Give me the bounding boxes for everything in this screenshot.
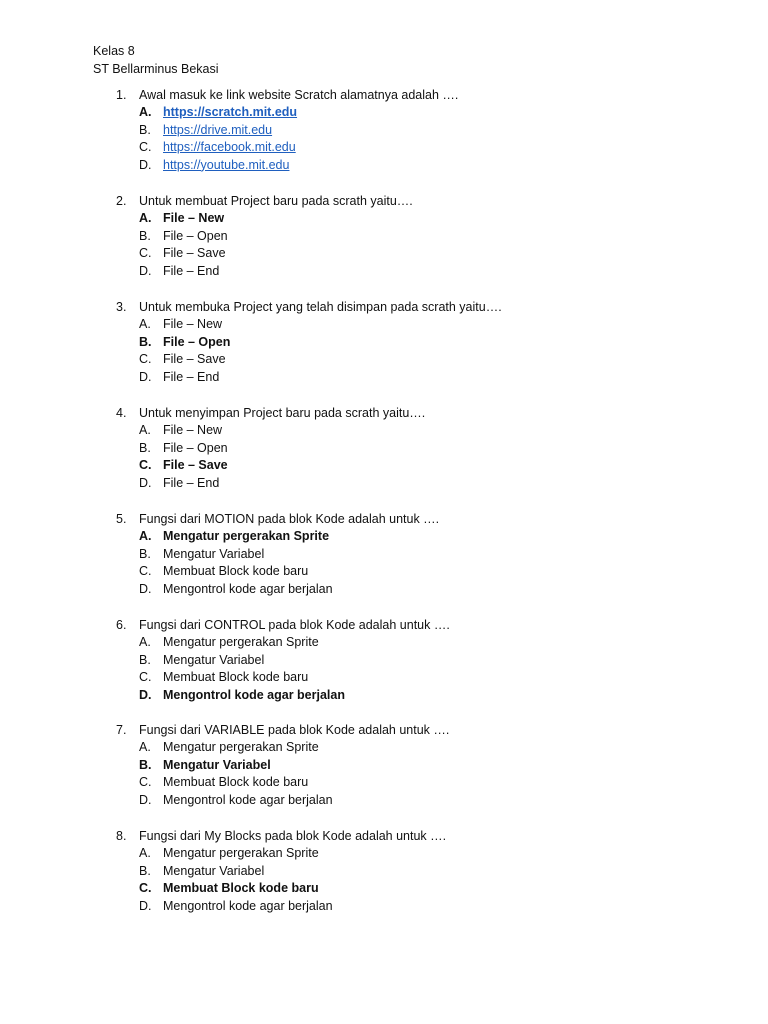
question-7 xyxy=(0,721,768,809)
option-letter: D. xyxy=(139,263,152,278)
option-letter: C. xyxy=(139,140,152,155)
option-text: Mengontrol kode agar berjalan xyxy=(163,792,333,807)
option-text: File – End xyxy=(163,369,220,384)
option-letter: A. xyxy=(139,423,151,437)
question-6 xyxy=(0,616,768,704)
option-text: Membuat Block kode baru xyxy=(163,670,309,685)
question-number: 4. xyxy=(116,406,127,420)
option-link[interactable]: https://scratch.mit.edu xyxy=(163,105,298,119)
option-a xyxy=(0,210,768,228)
option-a xyxy=(0,316,768,334)
option-text: Mengatur pergerakan Sprite xyxy=(163,635,319,649)
option-text: Mengontrol kode agar berjalan xyxy=(163,687,345,702)
question-number: 5. xyxy=(116,512,127,526)
option-c[interactable] xyxy=(0,139,768,157)
question-text: Untuk menyimpan Project baru pada scrath yaitu…. xyxy=(139,406,426,420)
question-1 xyxy=(0,86,768,174)
option-text: File – New xyxy=(163,423,223,437)
question-number: 1. xyxy=(116,88,127,102)
option-a xyxy=(0,634,768,652)
option-letter: D. xyxy=(139,792,152,807)
option-text: File – New xyxy=(163,211,225,225)
option-link[interactable]: https://youtube.mit.edu xyxy=(163,157,290,172)
option-letter: B. xyxy=(139,122,151,137)
option-a xyxy=(0,845,768,863)
option-c xyxy=(0,669,768,687)
option-letter: D. xyxy=(139,369,152,384)
option-letter: A. xyxy=(139,635,151,649)
question-text: Awal masuk ke link website Scratch alamatnya adalah …. xyxy=(139,88,459,102)
option-b xyxy=(0,863,768,881)
option-d xyxy=(0,369,768,387)
option-letter: A. xyxy=(139,740,151,754)
option-text: File – Save xyxy=(163,246,226,261)
option-text: Membuat Block kode baru xyxy=(163,881,319,896)
option-c xyxy=(0,351,768,369)
option-letter: B. xyxy=(139,228,151,243)
option-c xyxy=(0,563,768,581)
option-c xyxy=(0,457,768,475)
option-text: File – Open xyxy=(163,440,228,455)
option-b[interactable] xyxy=(0,122,768,140)
option-text: Mengatur pergerakan Sprite xyxy=(163,529,330,543)
question-number: 8. xyxy=(116,829,127,843)
question-text: Fungsi dari CONTROL pada blok Kode adalah untuk …. xyxy=(139,618,450,632)
option-letter: A. xyxy=(139,211,152,225)
question-text: Fungsi dari MOTION pada blok Kode adalah untuk …. xyxy=(139,512,440,526)
option-letter: C. xyxy=(139,564,152,579)
option-b xyxy=(0,652,768,670)
option-text: Mengontrol kode agar berjalan xyxy=(163,581,333,596)
option-letter: A. xyxy=(139,529,152,543)
option-b xyxy=(0,757,768,775)
option-text: File – Open xyxy=(163,228,228,243)
option-d xyxy=(0,581,768,599)
option-text: Mengontrol kode agar berjalan xyxy=(163,898,333,913)
question-4 xyxy=(0,404,768,492)
option-letter: C. xyxy=(139,458,152,473)
option-letter: B. xyxy=(139,652,151,667)
option-text: Mengatur Variabel xyxy=(163,546,265,561)
option-letter: C. xyxy=(139,881,152,896)
option-d xyxy=(0,687,768,705)
question-5 xyxy=(0,510,768,598)
question-3 xyxy=(0,298,768,386)
option-c xyxy=(0,774,768,792)
school-name: ST Bellarminus Bekasi xyxy=(93,62,219,76)
question-2 xyxy=(0,192,768,280)
option-a xyxy=(0,422,768,440)
option-d xyxy=(0,263,768,281)
option-b xyxy=(0,334,768,352)
question-number: 2. xyxy=(116,194,127,208)
option-text: Mengatur Variabel xyxy=(163,863,265,878)
option-text: Membuat Block kode baru xyxy=(163,775,309,790)
option-letter: C. xyxy=(139,246,152,261)
option-letter: B. xyxy=(139,440,151,455)
option-letter: D. xyxy=(139,687,152,702)
option-letter: C. xyxy=(139,670,152,685)
option-text: File – End xyxy=(163,263,220,278)
option-letter: D. xyxy=(139,157,152,172)
option-text: File – Save xyxy=(163,352,226,367)
question-number: 7. xyxy=(116,723,127,737)
option-text: Membuat Block kode baru xyxy=(163,564,309,579)
option-d xyxy=(0,898,768,916)
question-text: Fungsi dari My Blocks pada blok Kode adalah untuk …. xyxy=(139,829,447,843)
option-letter: A. xyxy=(139,846,151,860)
option-d xyxy=(0,475,768,493)
option-letter: B. xyxy=(139,546,151,561)
option-letter: B. xyxy=(139,757,152,772)
question-number: 6. xyxy=(116,618,127,632)
option-a[interactable] xyxy=(0,104,768,122)
option-letter: B. xyxy=(139,334,152,349)
question-text: Fungsi dari VARIABLE pada blok Kode adalah untuk …. xyxy=(139,723,450,737)
option-letter: D. xyxy=(139,475,152,490)
option-text: Mengatur pergerakan Sprite xyxy=(163,740,319,754)
option-text: Mengatur pergerakan Sprite xyxy=(163,846,319,860)
question-text: Untuk membuat Project baru pada scrath yaitu…. xyxy=(139,194,413,208)
option-text: File – Open xyxy=(163,334,231,349)
option-text: File – Save xyxy=(163,458,228,473)
option-d xyxy=(0,792,768,810)
option-b xyxy=(0,546,768,564)
option-letter: A. xyxy=(139,317,151,331)
option-letter: B. xyxy=(139,863,151,878)
option-text: Mengatur Variabel xyxy=(163,652,265,667)
question-8 xyxy=(0,827,768,915)
option-link[interactable]: https://drive.mit.edu xyxy=(163,122,273,137)
option-a xyxy=(0,528,768,546)
option-c xyxy=(0,245,768,263)
option-link[interactable]: https://facebook.mit.edu xyxy=(163,140,296,155)
option-letter: C. xyxy=(139,352,152,367)
option-text: Mengatur Variabel xyxy=(163,757,271,772)
option-letter: D. xyxy=(139,581,152,596)
option-c xyxy=(0,880,768,898)
document-header xyxy=(93,42,219,78)
question-number: 3. xyxy=(116,300,127,314)
option-a xyxy=(0,739,768,757)
option-d[interactable] xyxy=(0,157,768,175)
option-letter: C. xyxy=(139,775,152,790)
option-letter: A. xyxy=(139,105,152,119)
option-letter: D. xyxy=(139,898,152,913)
option-b xyxy=(0,228,768,246)
option-text: File – End xyxy=(163,475,220,490)
option-b xyxy=(0,440,768,458)
question-text: Untuk membuka Project yang telah disimpan pada scrath yaitu…. xyxy=(139,300,502,314)
class-label: Kelas 8 xyxy=(93,44,135,58)
option-text: File – New xyxy=(163,317,223,331)
